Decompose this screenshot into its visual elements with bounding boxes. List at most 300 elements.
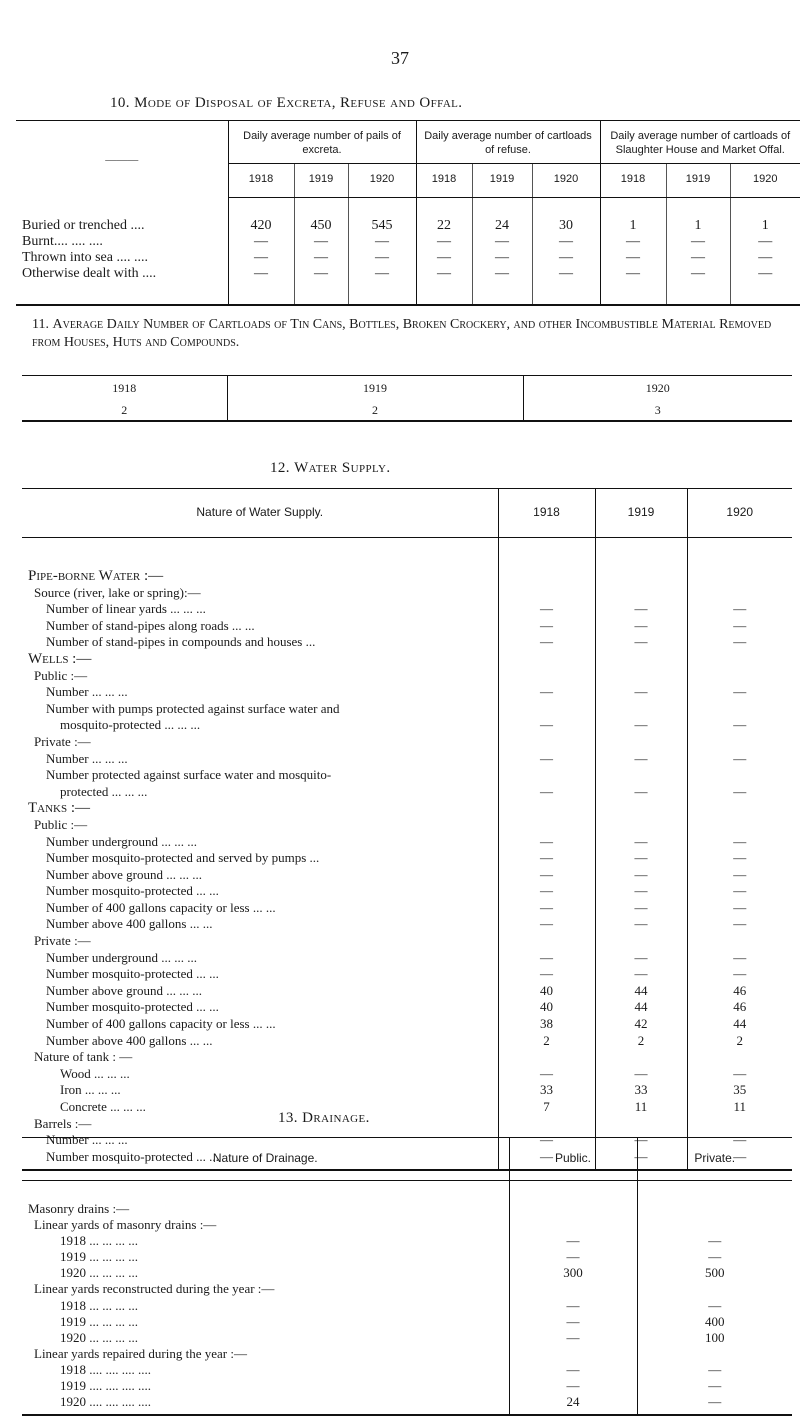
table-row xyxy=(22,999,792,1016)
table-row xyxy=(22,983,792,1000)
row-label: protected ... ... ... xyxy=(60,783,148,799)
table-cell: — xyxy=(595,618,687,635)
table-cell: — xyxy=(498,1066,595,1083)
table-cell: — xyxy=(637,1233,792,1249)
table-cell: — xyxy=(498,618,595,635)
row-label: Iron ... ... ... xyxy=(60,1082,121,1098)
table-cell: — xyxy=(595,966,687,983)
table-row xyxy=(22,734,792,751)
row-label: Nature of tank : — xyxy=(34,1049,133,1065)
table-cell: — xyxy=(687,751,792,768)
table-cell: — xyxy=(472,266,532,305)
table-cell: — xyxy=(595,1132,687,1149)
table-cell: 500 xyxy=(637,1265,792,1281)
table-row xyxy=(22,1314,792,1330)
row-label: Wood ... ... ... xyxy=(60,1065,130,1081)
row-label: Private :— xyxy=(34,933,91,949)
section-11-number: 11. xyxy=(32,317,49,332)
row-label: Number of stand-pipes in compounds and houses ... xyxy=(46,634,316,650)
table-cell xyxy=(637,1346,792,1362)
table-cell: — xyxy=(472,234,532,250)
table-row xyxy=(22,1281,792,1297)
water-supply-table xyxy=(22,488,792,1171)
table-cell xyxy=(595,1049,687,1066)
table-cell xyxy=(595,817,687,834)
table-row xyxy=(22,651,792,668)
table-row xyxy=(16,198,800,235)
table-cell: — xyxy=(687,834,792,851)
table-cell: — xyxy=(595,950,687,967)
table-cell xyxy=(498,538,595,585)
cartloads-value: 3 xyxy=(523,398,792,421)
table-cell xyxy=(595,651,687,668)
table-cell: 40 xyxy=(498,999,595,1016)
table-cell xyxy=(637,1181,792,1218)
row-label: Number underground ... ... ... xyxy=(46,949,198,965)
table-cell: — xyxy=(687,1066,792,1083)
table-cell xyxy=(595,734,687,751)
year-header: 1918 xyxy=(416,164,472,198)
row-label: Number mosquito-protected and served by pumps ... xyxy=(46,850,320,866)
row-label: Number above ground ... ... ... xyxy=(46,866,202,882)
table-cell: — xyxy=(687,916,792,933)
table-cell: — xyxy=(595,634,687,651)
row-label: Number mosquito-protected ... ... xyxy=(46,1148,219,1164)
year-header: 1918 xyxy=(112,381,137,395)
table-cell xyxy=(595,668,687,685)
table-cell: — xyxy=(595,900,687,917)
table-cell: — xyxy=(687,850,792,867)
table-cell: — xyxy=(687,601,792,618)
table-cell: — xyxy=(228,234,294,250)
table-cell xyxy=(687,1049,792,1066)
table-row xyxy=(22,1233,792,1249)
row-label: 1918 ... ... ... ... xyxy=(60,1297,138,1313)
table-cell xyxy=(498,701,595,718)
row-label: Number above 400 gallons ... ... xyxy=(46,1032,213,1048)
year-header: 1919 xyxy=(227,376,523,399)
table-cell: — xyxy=(532,266,600,305)
row-label: Number above ground ... ... ... xyxy=(46,982,202,998)
table-cell: — xyxy=(687,883,792,900)
table-row xyxy=(22,701,792,718)
table-cell: — xyxy=(416,234,472,250)
row-label: 1919 ... ... ... ... xyxy=(60,1313,138,1329)
table-cell: 40 xyxy=(498,983,595,1000)
table-cell xyxy=(498,651,595,668)
table-cell: 450 xyxy=(294,198,348,235)
row-label: Private :— xyxy=(34,733,91,749)
row-label: Number of linear yards ... ... ... xyxy=(46,601,206,617)
row-label: Public :— xyxy=(34,816,88,832)
row-label: Number with pumps protected against surface water and xyxy=(46,700,340,716)
table-cell: — xyxy=(687,966,792,983)
table-cell: 44 xyxy=(595,999,687,1016)
section-12-title: Water Supply. xyxy=(294,460,391,476)
table-cell: 2 xyxy=(687,1033,792,1050)
table-cell xyxy=(595,933,687,950)
row-label: Otherwise dealt with .... xyxy=(22,266,157,281)
table-cell xyxy=(595,767,687,784)
table-cell xyxy=(595,585,687,602)
table-row xyxy=(22,751,792,768)
table-row xyxy=(22,618,792,635)
table-cell xyxy=(498,668,595,685)
year-header: 1918 xyxy=(228,164,294,198)
table-cell: — xyxy=(687,867,792,884)
table-cell xyxy=(687,651,792,668)
table-row xyxy=(22,1330,792,1346)
row-label: Number ... ... ... xyxy=(46,1132,128,1148)
table-cell: — xyxy=(509,1378,637,1394)
table-cell: — xyxy=(595,1066,687,1083)
table-cell: — xyxy=(637,1362,792,1378)
blank-header: ——— xyxy=(105,154,139,167)
table-cell: — xyxy=(637,1394,792,1415)
table-cell: — xyxy=(687,634,792,651)
table-cell: — xyxy=(687,717,792,734)
table-cell xyxy=(687,668,792,685)
table-row xyxy=(22,850,792,867)
header-offal: Daily average number of cartloads of Slaughter House and Market Offal. xyxy=(600,121,800,164)
table-row xyxy=(22,717,792,734)
year-header: 1920 xyxy=(532,164,600,198)
table-cell: — xyxy=(509,1298,637,1314)
table-cell: 100 xyxy=(637,1330,792,1346)
table-cell: 38 xyxy=(498,1016,595,1033)
table-row xyxy=(22,883,792,900)
table-cell: — xyxy=(498,784,595,801)
table-row xyxy=(22,1346,792,1362)
table-cell: — xyxy=(294,234,348,250)
row-label: Wells :— xyxy=(28,650,92,667)
table-cell: — xyxy=(595,916,687,933)
table-row xyxy=(22,601,792,618)
row-label: Number ... ... ... xyxy=(46,750,128,766)
table-row xyxy=(22,1116,792,1133)
drainage-table xyxy=(22,1137,792,1416)
table-cell: — xyxy=(595,684,687,701)
table-cell: 44 xyxy=(595,983,687,1000)
table-cell xyxy=(687,701,792,718)
cartloads-value: 2 xyxy=(227,398,523,421)
table-cell: — xyxy=(595,850,687,867)
row-label: mosquito-protected ... ... ... xyxy=(60,717,201,733)
table-cell: 545 xyxy=(348,198,416,235)
table-row xyxy=(22,1082,792,1099)
table-cell: — xyxy=(498,883,595,900)
section-10-heading xyxy=(110,95,462,112)
table-row xyxy=(22,784,792,801)
table-cell xyxy=(498,1116,595,1133)
row-label: Number of 400 gallons capacity or less ... ... xyxy=(46,899,276,915)
table-cell: — xyxy=(595,834,687,851)
table-cell: 22 xyxy=(416,198,472,235)
row-label: Thrown into sea .... .... xyxy=(22,250,148,265)
table-cell: — xyxy=(498,850,595,867)
row-label: Number protected against surface water and mosquito- xyxy=(46,767,332,783)
section-12-heading xyxy=(270,460,391,477)
table-row xyxy=(16,266,800,305)
table-cell: — xyxy=(687,1149,792,1171)
excreta-disposal-table xyxy=(16,120,800,306)
year-header: 1920 xyxy=(523,376,792,399)
table-row xyxy=(22,916,792,933)
section-12-number: 12. xyxy=(270,460,290,476)
table-cell xyxy=(687,767,792,784)
table-cell: 35 xyxy=(687,1082,792,1099)
table-cell: — xyxy=(595,751,687,768)
table-row xyxy=(22,668,792,685)
table-row xyxy=(22,1394,792,1415)
table-cell xyxy=(509,1217,637,1233)
table-cell xyxy=(498,800,595,817)
row-label: Public :— xyxy=(34,667,88,683)
section-10-number: 10. xyxy=(110,95,130,111)
table-cell: — xyxy=(600,266,666,305)
table-row xyxy=(22,1181,792,1218)
year-header: 1919 xyxy=(666,164,730,198)
table-cell: 46 xyxy=(687,999,792,1016)
table-cell: 11 xyxy=(687,1099,792,1116)
table-cell: — xyxy=(472,250,532,266)
section-13-number: 13. xyxy=(278,1110,298,1126)
table-cell: — xyxy=(498,916,595,933)
table-cell: — xyxy=(595,784,687,801)
row-label: Buried or trenched .... xyxy=(22,217,145,233)
table-row xyxy=(22,1033,792,1050)
table-cell xyxy=(498,734,595,751)
row-label: Linear yards of masonry drains :— xyxy=(34,1217,217,1233)
table-row xyxy=(22,767,792,784)
row-label: Number mosquito-protected ... ... xyxy=(46,966,219,982)
row-label: Masonry drains :— xyxy=(28,1201,130,1216)
row-label: Number underground ... ... ... xyxy=(46,833,198,849)
row-label: 1920 ... ... ... ... xyxy=(60,1329,138,1345)
row-label: Number mosquito-protected ... ... xyxy=(46,883,219,899)
row-label: Number above 400 gallons ... ... xyxy=(46,916,213,932)
table-cell: — xyxy=(730,266,800,305)
table-cell: — xyxy=(730,234,800,250)
table-cell: — xyxy=(294,250,348,266)
table-cell xyxy=(687,1116,792,1133)
table-cell: — xyxy=(595,1149,687,1171)
table-cell: 30 xyxy=(532,198,600,235)
table-cell xyxy=(595,800,687,817)
year-header: 1918 xyxy=(600,164,666,198)
table-row xyxy=(22,933,792,950)
table-cell: — xyxy=(498,950,595,967)
table-row xyxy=(22,800,792,817)
page-number: 37 xyxy=(391,48,409,68)
row-label: Number ... ... ... xyxy=(46,684,128,700)
table-cell: — xyxy=(595,867,687,884)
table-cell: — xyxy=(509,1362,637,1378)
table-cell: — xyxy=(687,950,792,967)
table-cell: — xyxy=(687,784,792,801)
table-row xyxy=(16,234,800,250)
table-cell: 24 xyxy=(472,198,532,235)
table-cell: 1 xyxy=(730,198,800,235)
row-label: Pipe-borne Water :— xyxy=(28,568,164,584)
table-cell: 11 xyxy=(595,1099,687,1116)
table-cell: — xyxy=(498,834,595,851)
table-cell: 400 xyxy=(637,1314,792,1330)
table-row xyxy=(22,684,792,701)
table-row xyxy=(22,1099,792,1116)
table-row xyxy=(22,1378,792,1394)
table-cell: — xyxy=(498,900,595,917)
table-row xyxy=(22,817,792,834)
table-cell: — xyxy=(730,250,800,266)
table-cell: — xyxy=(294,266,348,305)
table-cell xyxy=(687,800,792,817)
row-label: Tanks :— xyxy=(28,800,91,817)
nature-header: Nature of Water Supply. xyxy=(22,489,498,538)
row-label: 1918 .... .... .... .... xyxy=(60,1361,151,1377)
year-header: 1919 xyxy=(472,164,532,198)
row-label: 1920 ... ... ... ... xyxy=(60,1265,138,1281)
table-cell: — xyxy=(595,601,687,618)
table-cell xyxy=(595,538,687,585)
table-cell: 33 xyxy=(498,1082,595,1099)
year-header: 1919 xyxy=(294,164,348,198)
table-cell xyxy=(509,1281,637,1297)
table-cell: — xyxy=(687,684,792,701)
table-cell: 33 xyxy=(595,1082,687,1099)
table-row xyxy=(22,1066,792,1083)
year-header: 1918 xyxy=(498,489,595,538)
row-label: Source (river, lake or spring):— xyxy=(34,584,201,600)
row-label: Burnt.... .... .... xyxy=(22,234,103,249)
table-row xyxy=(22,950,792,967)
table-cell: 46 xyxy=(687,983,792,1000)
table-cell xyxy=(687,538,792,585)
table-cell: — xyxy=(498,601,595,618)
table-cell xyxy=(498,585,595,602)
table-cell xyxy=(595,701,687,718)
table-cell: 2 xyxy=(595,1033,687,1050)
table-row xyxy=(16,250,800,266)
table-cell: 42 xyxy=(595,1016,687,1033)
table-cell: — xyxy=(416,250,472,266)
row-label: 1918 ... ... ... ... xyxy=(60,1233,138,1249)
table-row xyxy=(22,1049,792,1066)
table-row xyxy=(22,1362,792,1378)
row-label: Concrete ... ... ... xyxy=(60,1099,146,1114)
table-cell: — xyxy=(498,867,595,884)
table-row xyxy=(22,585,792,602)
table-cell: — xyxy=(498,684,595,701)
table-cell xyxy=(498,767,595,784)
table-cell: — xyxy=(666,234,730,250)
table-cell: 7 xyxy=(498,1099,595,1116)
table-row xyxy=(22,867,792,884)
table-cell: — xyxy=(509,1314,637,1330)
header-pails: Daily average number of pails of excreta. xyxy=(228,121,416,164)
table-row xyxy=(22,1265,792,1281)
year-header: 1919 xyxy=(595,489,687,538)
table-cell xyxy=(637,1217,792,1233)
year-header: 1920 xyxy=(687,489,792,538)
table-cell: — xyxy=(687,900,792,917)
table-row xyxy=(22,1298,792,1314)
public-header: Public. xyxy=(509,1138,637,1181)
row-label: Number mosquito-protected ... ... xyxy=(46,999,219,1015)
table-row xyxy=(22,538,792,585)
row-label: Number of stand-pipes along roads ... ... xyxy=(46,617,255,633)
table-cell: — xyxy=(498,966,595,983)
table-cell: — xyxy=(600,250,666,266)
table-cell xyxy=(687,585,792,602)
table-cell xyxy=(687,933,792,950)
table-cell xyxy=(498,817,595,834)
table-cell: — xyxy=(687,1132,792,1149)
table-cell xyxy=(498,933,595,950)
table-row xyxy=(22,1249,792,1265)
table-cell: — xyxy=(498,634,595,651)
table-cell xyxy=(687,817,792,834)
drainage-nature-header: Nature of Drainage. xyxy=(22,1138,509,1181)
table-cell: 44 xyxy=(687,1016,792,1033)
table-cell: — xyxy=(348,250,416,266)
row-label: Number of 400 gallons capacity or less ... ... xyxy=(46,1016,276,1032)
row-label: Linear yards reconstructed during the year :— xyxy=(34,1281,275,1297)
table-cell: 300 xyxy=(509,1265,637,1281)
row-label: Barrels :— xyxy=(34,1115,92,1131)
cartloads-value: 2 xyxy=(121,403,128,417)
table-cell: — xyxy=(498,751,595,768)
table-cell: — xyxy=(509,1249,637,1265)
table-cell: — xyxy=(595,717,687,734)
year-header: 1920 xyxy=(348,164,416,198)
table-cell: — xyxy=(687,618,792,635)
table-cell: — xyxy=(595,883,687,900)
table-cell: — xyxy=(532,250,600,266)
table-cell: 24 xyxy=(509,1394,637,1415)
table-cell xyxy=(509,1346,637,1362)
table-cell xyxy=(687,734,792,751)
table-cell: — xyxy=(348,234,416,250)
table-cell xyxy=(509,1181,637,1218)
row-label: 1919 .... .... .... .... xyxy=(60,1378,151,1394)
table-cell: — xyxy=(532,234,600,250)
table-cell: — xyxy=(509,1233,637,1249)
section-11-heading xyxy=(32,316,792,352)
section-11-title: Average Daily Number of Cartloads of Tin Cans, Bottles, Broken Crockery, and other Incombustible Material Removed from Houses, Huts and Compounds. xyxy=(32,317,772,350)
section-13-title: Drainage. xyxy=(302,1110,370,1126)
row-label: 1919 ... ... ... ... xyxy=(60,1249,138,1265)
table-cell xyxy=(595,1116,687,1133)
row-label: 1920 .... .... .... .... xyxy=(60,1394,151,1410)
table-row xyxy=(22,900,792,917)
table-cell xyxy=(498,1049,595,1066)
section-10-title: Mode of Disposal of Excreta, Refuse and Offal. xyxy=(134,95,463,111)
table-cell: 420 xyxy=(228,198,294,235)
table-row xyxy=(22,1016,792,1033)
incombustible-cartloads-table xyxy=(22,375,792,422)
table-cell: — xyxy=(498,1149,595,1171)
table-row xyxy=(22,634,792,651)
table-cell: 1 xyxy=(600,198,666,235)
table-row xyxy=(22,966,792,983)
table-cell: — xyxy=(498,1132,595,1149)
table-cell: — xyxy=(228,266,294,305)
table-cell: 1 xyxy=(666,198,730,235)
table-cell: 2 xyxy=(498,1033,595,1050)
table-cell: — xyxy=(348,266,416,305)
table-cell: — xyxy=(637,1249,792,1265)
